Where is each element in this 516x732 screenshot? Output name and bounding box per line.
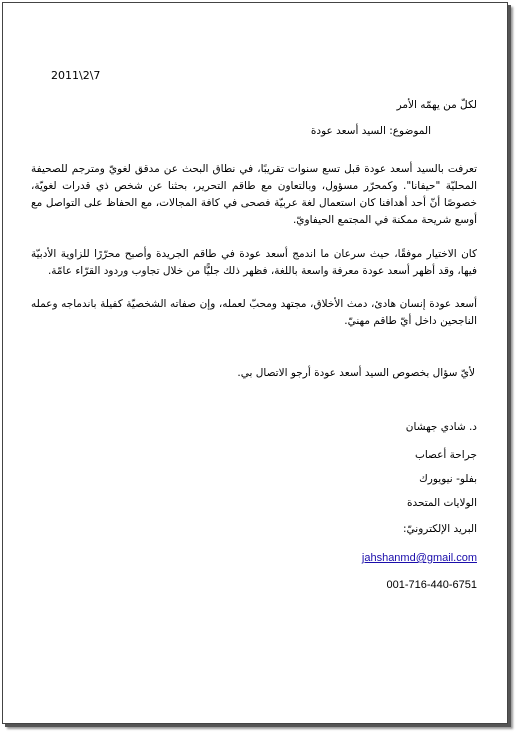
phone-number: 001-716-440-6751 (386, 579, 477, 591)
email-link[interactable]: jahshanmd@gmail.com (361, 552, 477, 564)
letter-date: 2011\2\7 (51, 69, 101, 82)
salutation: لكلّ من يهمّه الأمر (396, 99, 477, 111)
signature-city: بفلو- نيويورك (419, 473, 477, 485)
subject-line: الموضوع: السيد أسعد عودة (310, 125, 431, 137)
paragraph-selection: كان الاختيار موفقًا، حيث سرعان ما اندمج أسعد عودة في طاقم الجريدة وأصبح محرّرًا للزاوية الأدبيّة فيها، وقد أظهر أسعد عودة معرفة واسعة باللغة، فظهر ذلك جليًّا من خلال تجاوب وردود القرّاء عامّة. (31, 248, 477, 277)
closing-line: لأيّ سؤال بخصوص السيد أسعد عودة أرجو الاتصال بي. (237, 367, 475, 379)
paragraph-character: أسعد عودة إنسان هادئ، دمث الأخلاق، مجتهد ومحبّ لعمله، وإن صفاته الشخصيّة كفيلة باندماجه وعمله الناجحين داخل أيّ طاقم مهنيّ. (31, 298, 477, 327)
signature-email-label: البريد الإلكترونيّ: (403, 523, 477, 535)
letter-page (2, 2, 508, 724)
signature-name: د. شادي جهشان (405, 421, 477, 433)
signature-title: جراحة أعصاب (414, 449, 477, 461)
signature-country: الولايات المتحدة (406, 497, 477, 509)
paragraph-intro: تعرفت بالسيد أسعد عودة قبل تسع سنوات تقريبًا، في نطاق البحث عن مدقق لغويّ ومترجم للصحيفة المحليّة "حيفانا". وكمحرّر مسؤول، وبالتعاون مع طاقم التحرير، بحثنا عن شخص ذي قدرات لغويّة، خصوصًا أنّ أحد أهدافنا كان استعمال لغة عربيّة فصحى في كافة المجالات، مع الحفاظ على التواصل مع أوسع شريحة ممكنة في المجتمع الحيفاويّ. (31, 163, 477, 226)
